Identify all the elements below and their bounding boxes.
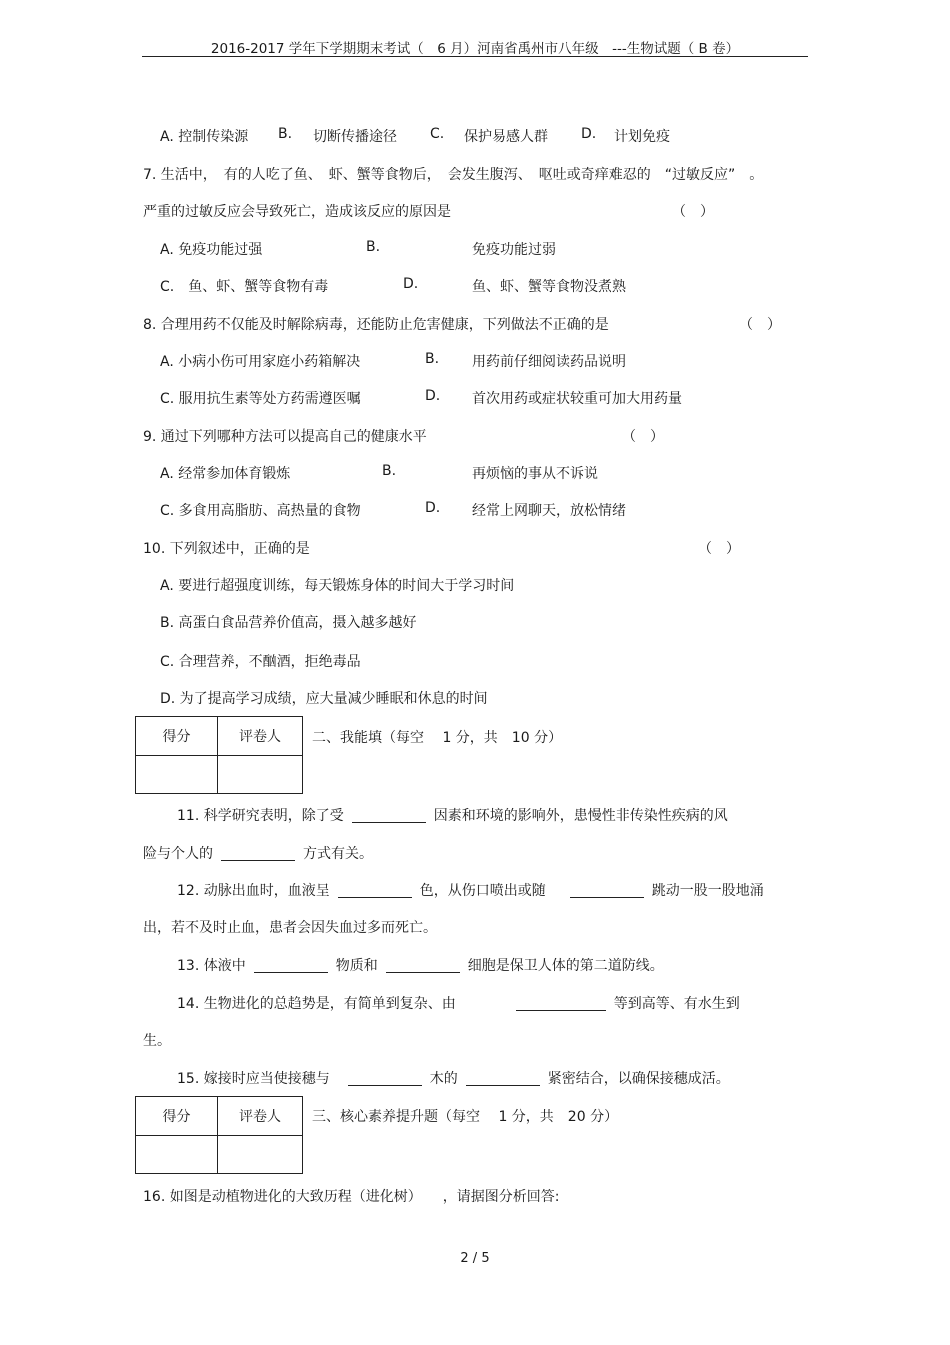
q12-blank-2[interactable]	[570, 882, 644, 898]
q15-text-c: 紧密结合，以确保接穗成活。	[547, 1071, 730, 1087]
header-rule	[142, 56, 808, 57]
q7-option-b-letter: B.	[366, 239, 381, 255]
q9-stem: 9. 通过下列哪种方法可以提高自己的健康水平	[143, 429, 427, 445]
grader-header: 评卷人	[218, 717, 303, 756]
q8-option-a: A. 小病小伤可用家庭小药箱解决	[160, 354, 361, 370]
q9-option-b: 再烦恼的事从不诉说	[472, 466, 598, 482]
q6-option-d-letter: D.	[581, 126, 597, 142]
q15-blank-1[interactable]	[348, 1070, 422, 1086]
q8-option-c: C. 服用抗生素等处方药需遵医嘱	[160, 391, 361, 407]
q15-text-a: 15. 嫁接时应当使接穗与	[177, 1071, 330, 1087]
q12-line1	[177, 880, 764, 900]
q6-option-c: 保护易感人群	[464, 129, 548, 145]
q7-option-c: C. 鱼、虾、蟹等食物有毒	[160, 279, 329, 295]
q13-text-b: 物质和	[335, 958, 378, 974]
q7-option-d-letter: D.	[403, 276, 419, 292]
q8-option-d: 首次用药或症状较重可加大用药量	[472, 391, 682, 407]
q13-blank-1[interactable]	[254, 957, 328, 973]
q11-blank-2[interactable]	[221, 845, 295, 861]
q8-option-d-letter: D.	[425, 388, 441, 404]
q7-option-a: A. 免疫功能过强	[160, 242, 263, 258]
q11-text-c: 险与个人的	[143, 846, 213, 862]
q11-text-b: 因素和环境的影响外，患慢性非传染性疾病的风	[433, 808, 728, 824]
q8-answer-paren: （ ）	[739, 317, 781, 333]
q6-option-a: A. 控制传染源	[160, 129, 249, 145]
score-table-section-2	[135, 716, 303, 794]
q7-option-d: 鱼、虾、蟹等食物没煮熟	[472, 279, 626, 295]
q11-line2	[143, 843, 373, 863]
q13-line	[177, 955, 664, 975]
score-table-section-3	[135, 1096, 303, 1174]
q12-text-b: 色，从伤口喷出或随	[419, 883, 546, 899]
q14-text-b: 等到高等、有水生到	[613, 996, 740, 1012]
q9-option-a: A. 经常参加体育锻炼	[160, 466, 291, 482]
score-header: 得分	[136, 717, 218, 756]
grader-cell[interactable]	[218, 756, 303, 794]
q10-option-a: A. 要进行超强度训练，每天锻炼身体的时间大于学习时间	[160, 578, 515, 594]
q15-text-b: 木的	[429, 1071, 458, 1087]
q9-option-b-letter: B.	[382, 463, 397, 479]
q7-stem-line1: 7. 生活中， 有的人吃了鱼、 虾、蟹等食物后， 会发生腹泻、 呕吐或奇痒难忍的 “过敏反应” 。	[143, 167, 764, 183]
q10-option-c: C. 合理营养，不酗酒，拒绝毒品	[160, 654, 361, 670]
q15-blank-2[interactable]	[466, 1070, 540, 1086]
q8-option-b-letter: B.	[425, 351, 440, 367]
q7-option-b: 免疫功能过弱	[472, 242, 556, 258]
q12-text-c: 跳动一股一股地涌	[651, 883, 764, 899]
q10-option-d: D. 为了提高学习成绩，应大量减少睡眠和休息的时间	[160, 691, 488, 707]
q13-blank-2[interactable]	[386, 957, 460, 973]
grader-cell[interactable]	[218, 1136, 303, 1174]
q13-text-c: 细胞是保卫人体的第二道防线。	[467, 958, 664, 974]
q12-line2: 出，若不及时止血，患者会因失血过多而死亡。	[143, 920, 437, 936]
q11-blank-1[interactable]	[352, 807, 426, 823]
q14-blank[interactable]	[516, 995, 606, 1011]
q7-answer-paren: （ ）	[672, 204, 714, 220]
q9-option-d-letter: D.	[425, 500, 441, 516]
q14-text-a: 14. 生物进化的总趋势是，有简单到复杂、由	[177, 996, 456, 1012]
q15-line	[177, 1068, 730, 1088]
q6-option-d: 计划免疫	[614, 129, 670, 145]
score-header: 得分	[136, 1097, 218, 1136]
q10-option-b: B. 高蛋白食品营养价值高，摄入越多越好	[160, 615, 417, 631]
q11-line1	[177, 805, 728, 825]
q11-text-d: 方式有关。	[303, 846, 373, 862]
q8-option-b: 用药前仔细阅读药品说明	[472, 354, 626, 370]
q6-option-c-letter: C.	[430, 126, 445, 142]
q6-option-b-letter: B.	[278, 126, 293, 142]
section-3-title: 三、核心素养提升题（每空 1 分，共 20 分）	[312, 1109, 619, 1125]
q13-text-a: 13. 体液中	[177, 958, 246, 974]
q14-line2: 生。	[143, 1033, 171, 1049]
q10-answer-paren: （ ）	[698, 541, 740, 557]
q14-line1	[177, 993, 740, 1013]
page-number: 2 / 5	[460, 1251, 490, 1266]
grader-header: 评卷人	[218, 1097, 303, 1136]
q9-option-d: 经常上网聊天，放松情绪	[472, 503, 626, 519]
q9-answer-paren: （ ）	[622, 429, 664, 445]
q12-text-a: 12. 动脉出血时，血液呈	[177, 883, 330, 899]
q8-stem: 8. 合理用药不仅能及时解除病毒，还能防止危害健康，下列做法不正确的是	[143, 317, 609, 333]
section-2-title: 二、我能填（每空 1 分，共 10 分）	[312, 730, 563, 746]
q11-text-a: 11. 科学研究表明，除了受	[177, 808, 344, 824]
score-cell[interactable]	[136, 1136, 218, 1174]
q6-option-b: 切断传播途径	[313, 129, 397, 145]
page-header: 2016-2017 学年下学期期末考试（ 6 月）河南省禹州市八年级 ---生物试题（ B 卷）	[210, 41, 740, 57]
q10-stem: 10. 下列叙述中，正确的是	[143, 541, 310, 557]
q9-option-c: C. 多食用高脂肪、高热量的食物	[160, 503, 361, 519]
q12-blank-1[interactable]	[338, 882, 412, 898]
score-cell[interactable]	[136, 756, 218, 794]
q7-stem-line2: 严重的过敏反应会导致死亡，造成该反应的原因是	[143, 204, 451, 220]
q16-stem: 16. 如图是动植物进化的大致历程（进化树） ，请据图分析回答:	[143, 1189, 560, 1205]
